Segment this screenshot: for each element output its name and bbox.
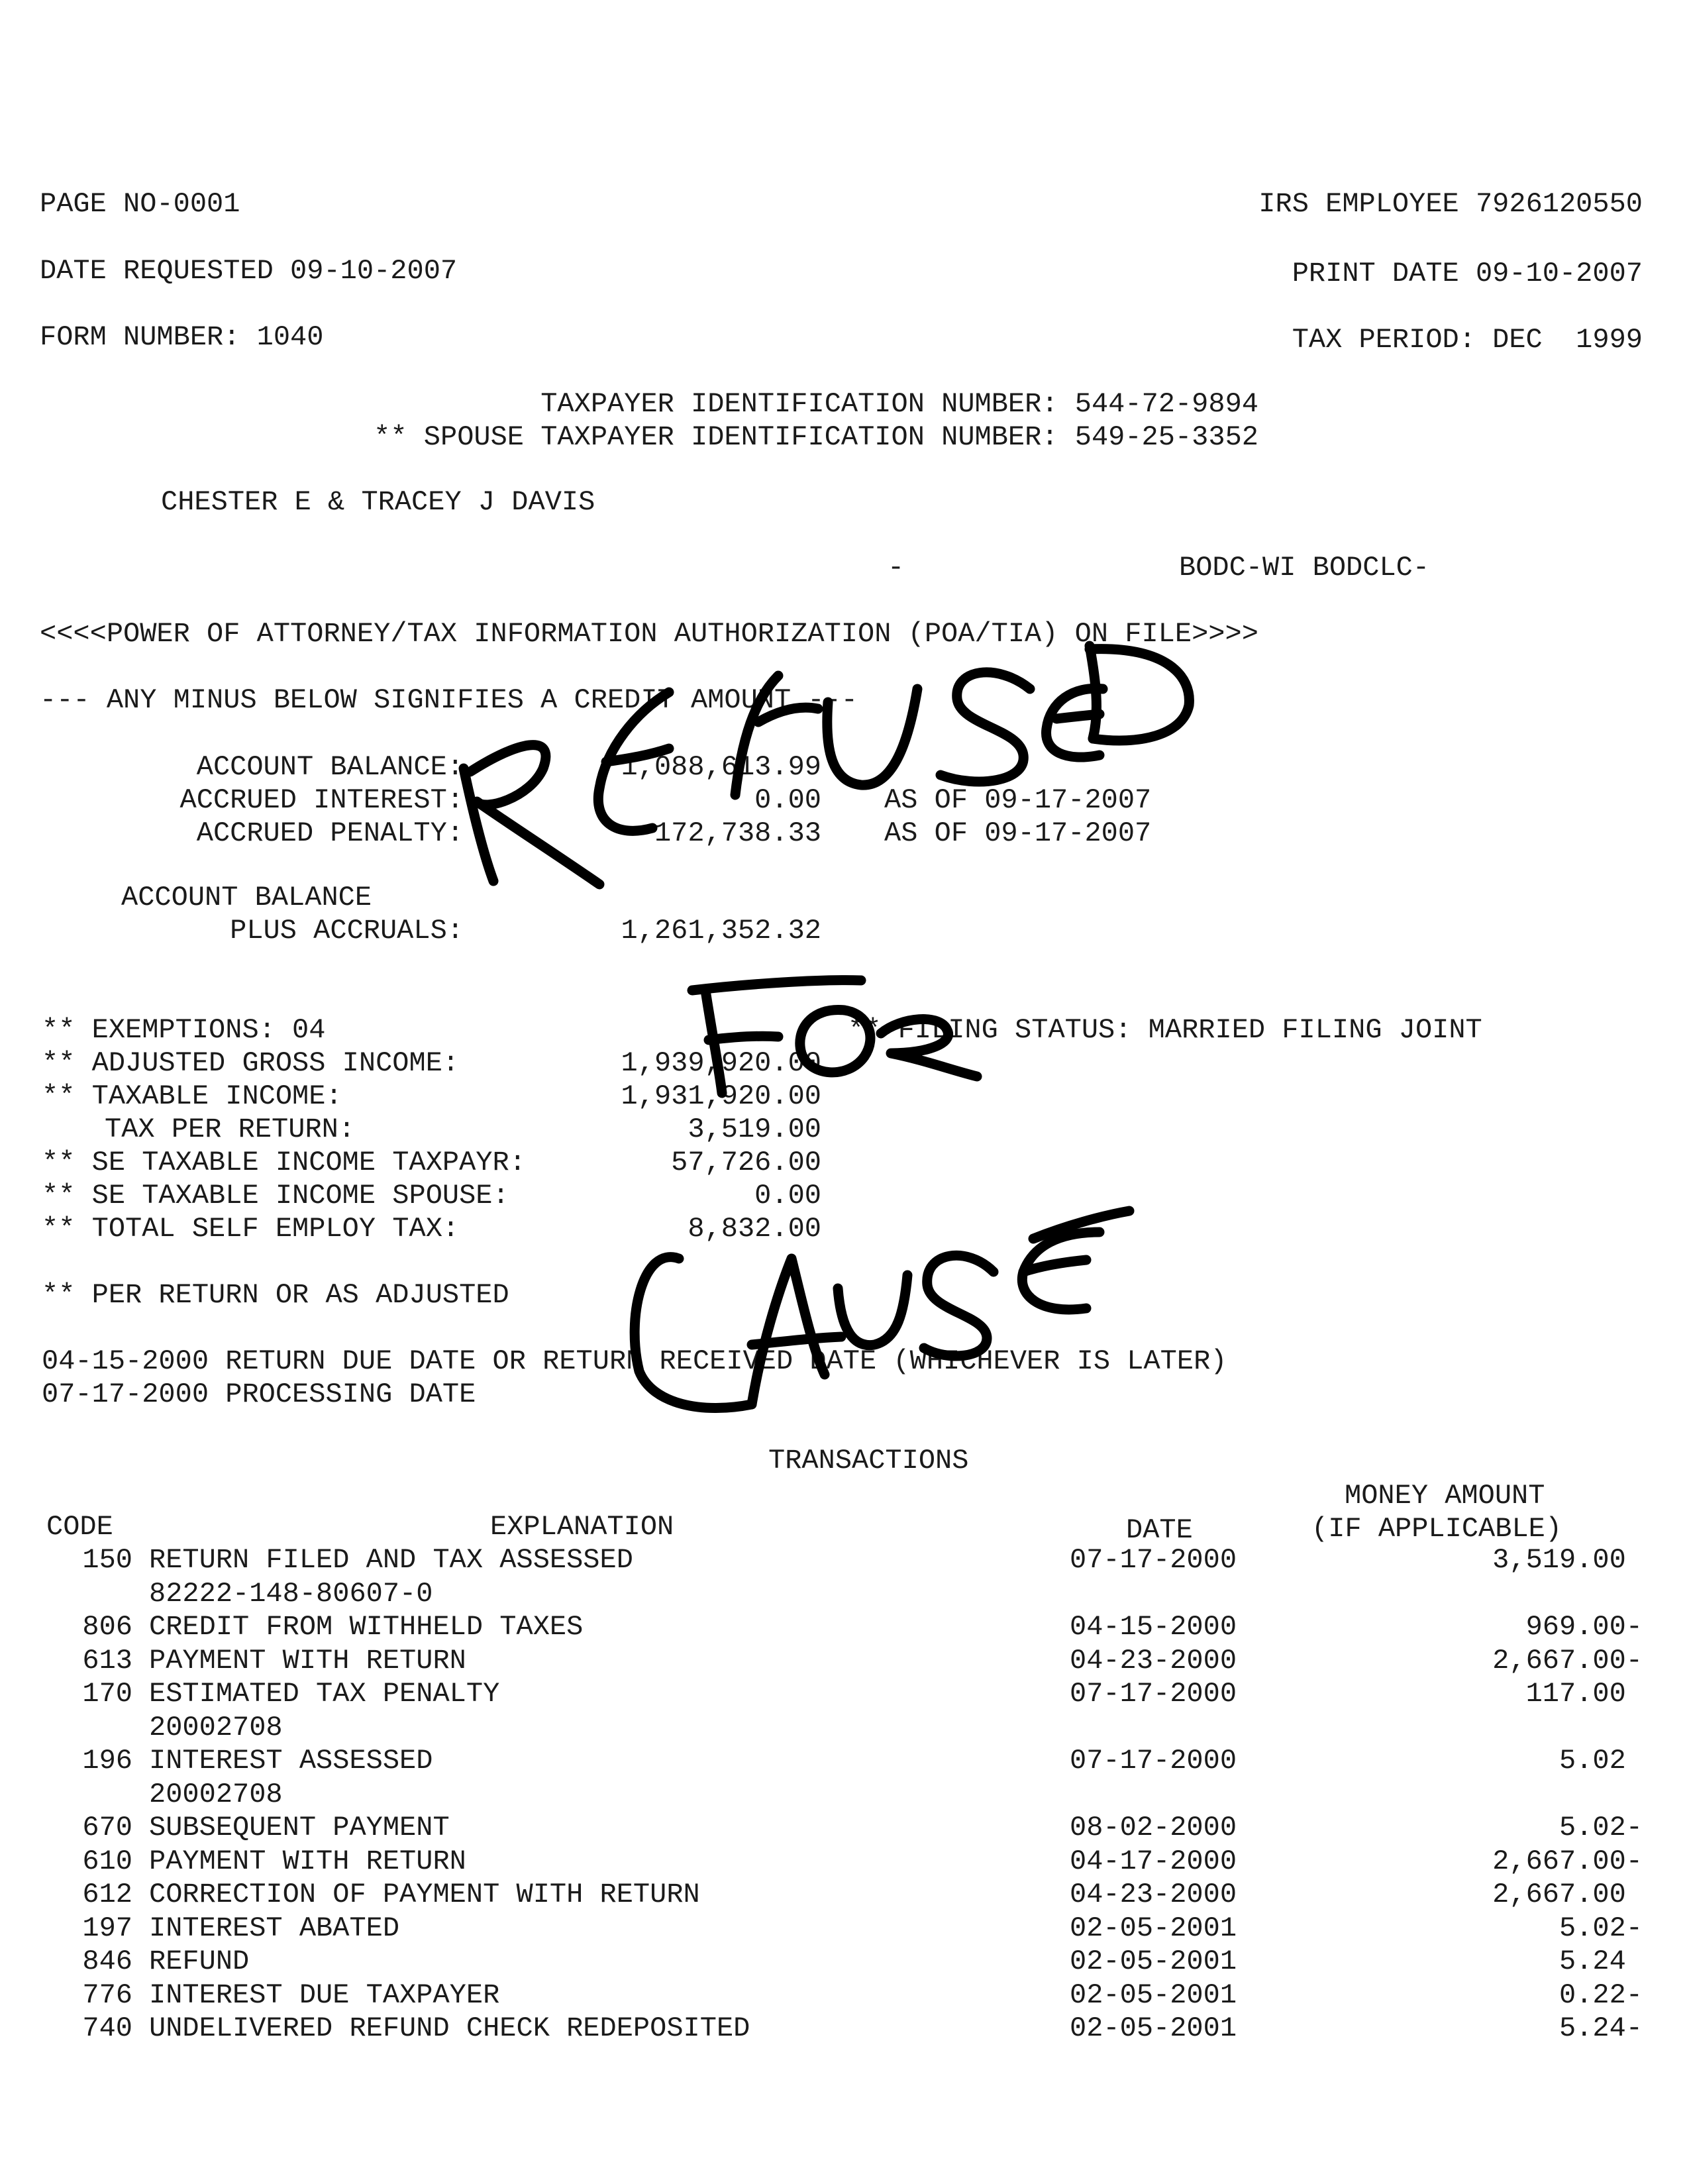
table-row xyxy=(0,1644,1643,1677)
table-row xyxy=(0,1878,1643,1911)
transaction-date: 07-17-2000 xyxy=(1070,1544,1237,1576)
transaction-amount: 3,519.00 xyxy=(1492,1544,1643,1576)
transaction-amount: 2,667.00- xyxy=(1492,1644,1643,1677)
table-row xyxy=(0,1811,1643,1844)
table-row xyxy=(0,1845,1643,1878)
table-row xyxy=(0,2012,1643,2045)
table-row xyxy=(0,1577,1643,1610)
page-number: PAGE NO-0001 xyxy=(40,188,240,220)
transaction-code: 612 xyxy=(82,1879,132,1910)
transaction-explanation: INTEREST DUE TAXPAYER xyxy=(149,1979,500,2011)
table-row xyxy=(0,1778,1643,1811)
transaction-explanation: PAYMENT WITH RETURN xyxy=(149,1644,466,1677)
transaction-explanation: 20002708 xyxy=(149,1711,283,1743)
accrued-penalty-as-of: AS OF 09-17-2007 xyxy=(884,817,1152,849)
transaction-code: 170 xyxy=(82,1678,132,1710)
transaction-explanation: RETURN FILED AND TAX ASSESSED xyxy=(149,1544,633,1576)
credit-notice: --- ANY MINUS BELOW SIGNIFIES A CREDIT AMOUNT --- xyxy=(40,684,858,716)
account-balance-value: 1,088,613.99 xyxy=(621,751,821,783)
transaction-code: 610 xyxy=(82,1845,132,1877)
transaction-code: 196 xyxy=(82,1745,132,1777)
table-row xyxy=(0,1979,1643,2012)
transaction-date: 02-05-2001 xyxy=(1070,1946,1237,1977)
col-header-code: CODE xyxy=(46,1511,113,1543)
tax-per-return-label: TAX PER RETURN: xyxy=(105,1114,356,1145)
table-row xyxy=(0,1543,1643,1577)
total-se-tax-value: 8,832.00 xyxy=(688,1213,821,1245)
transaction-code: 740 xyxy=(82,2012,132,2044)
transaction-amount: 5.24 xyxy=(1559,1946,1643,1977)
transaction-explanation: REFUND xyxy=(149,1946,250,1977)
transaction-code: 197 xyxy=(82,1912,132,1944)
transaction-date: 04-23-2000 xyxy=(1070,1644,1237,1677)
plus-accruals-label-line2: PLUS ACCRUALS: xyxy=(230,915,464,947)
poa-notice: <<<<POWER OF ATTORNEY/TAX INFORMATION AUTHORIZATION (POA/TIA) ON FILE>>>> xyxy=(40,618,1258,650)
col-header-explanation: EXPLANATION xyxy=(490,1511,674,1543)
transactions-title: TRANSACTIONS xyxy=(768,1445,969,1477)
per-return-note: ** PER RETURN OR AS ADJUSTED xyxy=(42,1279,509,1311)
transaction-amount: 5.02- xyxy=(1559,1812,1643,1844)
tax-period: TAX PERIOD: DEC 1999 xyxy=(1292,324,1643,356)
transaction-date: 02-05-2001 xyxy=(1070,1912,1237,1944)
accrued-penalty-label: ACCRUED PENALTY: xyxy=(196,817,464,849)
bodc-code: BODC-WI BODCLC- xyxy=(1179,552,1430,584)
transaction-code: 776 xyxy=(82,1979,132,2011)
table-row xyxy=(0,1677,1643,1710)
transaction-explanation: CREDIT FROM WITHHELD TAXES xyxy=(149,1611,584,1643)
transaction-date: 02-05-2001 xyxy=(1070,2012,1237,2044)
account-balance-label: ACCOUNT BALANCE: xyxy=(196,751,464,783)
transaction-date: 04-17-2000 xyxy=(1070,1845,1237,1877)
accrued-interest-label: ACCRUED INTEREST: xyxy=(179,784,464,816)
transaction-explanation: 20002708 xyxy=(149,1778,283,1810)
transaction-date: 08-02-2000 xyxy=(1070,1812,1237,1844)
irs-employee-id: IRS EMPLOYEE 7926120550 xyxy=(1258,188,1643,220)
print-date: PRINT DATE 09-10-2007 xyxy=(1292,258,1643,289)
taxpayer-id: TAXPAYER IDENTIFICATION NUMBER: 544-72-9894 xyxy=(540,388,1258,420)
transaction-date: 04-15-2000 xyxy=(1070,1611,1237,1643)
transaction-code: 150 xyxy=(82,1544,132,1576)
transaction-amount: 969.00- xyxy=(1525,1611,1643,1643)
transaction-amount: 0.22- xyxy=(1559,1979,1643,2011)
transaction-code: 806 xyxy=(82,1611,132,1643)
transaction-date: 07-17-2000 xyxy=(1070,1745,1237,1777)
transaction-date: 04-23-2000 xyxy=(1070,1879,1237,1910)
se-income-spouse-value: 0.00 xyxy=(754,1180,821,1212)
transaction-date: 02-05-2001 xyxy=(1070,1979,1237,2011)
accrued-interest-value: 0.00 xyxy=(754,784,821,816)
se-income-taxpayer-value: 57,726.00 xyxy=(671,1147,821,1178)
agi-label: ** ADJUSTED GROSS INCOME: xyxy=(42,1047,460,1079)
date-requested: DATE REQUESTED 09-10-2007 xyxy=(40,255,458,287)
transaction-code: 846 xyxy=(82,1946,132,1977)
se-income-taxpayer-label: ** SE TAXABLE INCOME TAXPAYR: xyxy=(42,1147,526,1178)
transaction-amount: 5.02 xyxy=(1559,1745,1643,1777)
transaction-amount: 5.02- xyxy=(1559,1912,1643,1944)
accrued-interest-as-of: AS OF 09-17-2007 xyxy=(884,784,1152,816)
transaction-date: 07-17-2000 xyxy=(1070,1678,1237,1710)
agi-value: 1,939,920.00 xyxy=(621,1047,821,1079)
table-row xyxy=(0,1610,1643,1643)
transaction-explanation: INTEREST ASSESSED xyxy=(149,1745,433,1777)
taxable-income-label: ** TAXABLE INCOME: xyxy=(42,1080,342,1112)
table-row xyxy=(0,1711,1643,1744)
table-row xyxy=(0,1912,1643,1945)
exemptions: ** EXEMPTIONS: 04 xyxy=(42,1014,326,1046)
transaction-amount: 117.00 xyxy=(1525,1678,1643,1710)
filing-status: ** FILING STATUS: MARRIED FILING JOINT xyxy=(848,1014,1482,1046)
transaction-explanation: ESTIMATED TAX PENALTY xyxy=(149,1678,500,1710)
plus-accruals-label-line1: ACCOUNT BALANCE xyxy=(121,882,372,913)
plus-accruals-value: 1,261,352.32 xyxy=(621,915,821,947)
form-number: FORM NUMBER: 1040 xyxy=(40,321,324,353)
accrued-penalty-value: 172,738.33 xyxy=(654,817,821,849)
transaction-amount: 2,667.00- xyxy=(1492,1845,1643,1877)
transaction-amount: 2,667.00 xyxy=(1492,1879,1643,1910)
col-header-date: DATE xyxy=(1126,1514,1193,1546)
total-se-tax-label: ** TOTAL SELF EMPLOY TAX: xyxy=(42,1213,460,1245)
transaction-explanation: UNDELIVERED REFUND CHECK REDEPOSITED xyxy=(149,2012,750,2044)
dash-marker: - xyxy=(888,552,905,584)
transaction-explanation: PAYMENT WITH RETURN xyxy=(149,1845,466,1877)
transaction-code: 670 xyxy=(82,1812,132,1844)
se-income-spouse-label: ** SE TAXABLE INCOME SPOUSE: xyxy=(42,1180,509,1212)
spouse-taxpayer-id: ** SPOUSE TAXPAYER IDENTIFICATION NUMBER: 549-25-3352 xyxy=(374,421,1258,453)
transaction-code: 613 xyxy=(82,1644,132,1677)
col-header-money-line1: MONEY AMOUNT xyxy=(1345,1480,1545,1512)
table-row xyxy=(0,1744,1643,1777)
transaction-explanation: INTEREST ABATED xyxy=(149,1912,400,1944)
taxpayer-name: CHESTER E & TRACEY J DAVIS xyxy=(161,486,595,518)
transaction-explanation: SUBSEQUENT PAYMENT xyxy=(149,1812,450,1844)
col-header-money-line2: (IF APPLICABLE) xyxy=(1311,1513,1562,1545)
return-due-date: 04-15-2000 RETURN DUE DATE OR RETURN RECEIVED DATE (WHICHEVER IS LATER) xyxy=(42,1345,1227,1377)
transaction-explanation: CORRECTION OF PAYMENT WITH RETURN xyxy=(149,1879,700,1910)
processing-date: 07-17-2000 PROCESSING DATE xyxy=(42,1378,476,1410)
transaction-amount: 5.24- xyxy=(1559,2012,1643,2044)
transaction-explanation: 82222-148-80607-0 xyxy=(149,1577,433,1610)
tax-per-return-value: 3,519.00 xyxy=(688,1114,821,1145)
table-row xyxy=(0,1945,1643,1978)
taxable-income-value: 1,931,920.00 xyxy=(621,1080,821,1112)
